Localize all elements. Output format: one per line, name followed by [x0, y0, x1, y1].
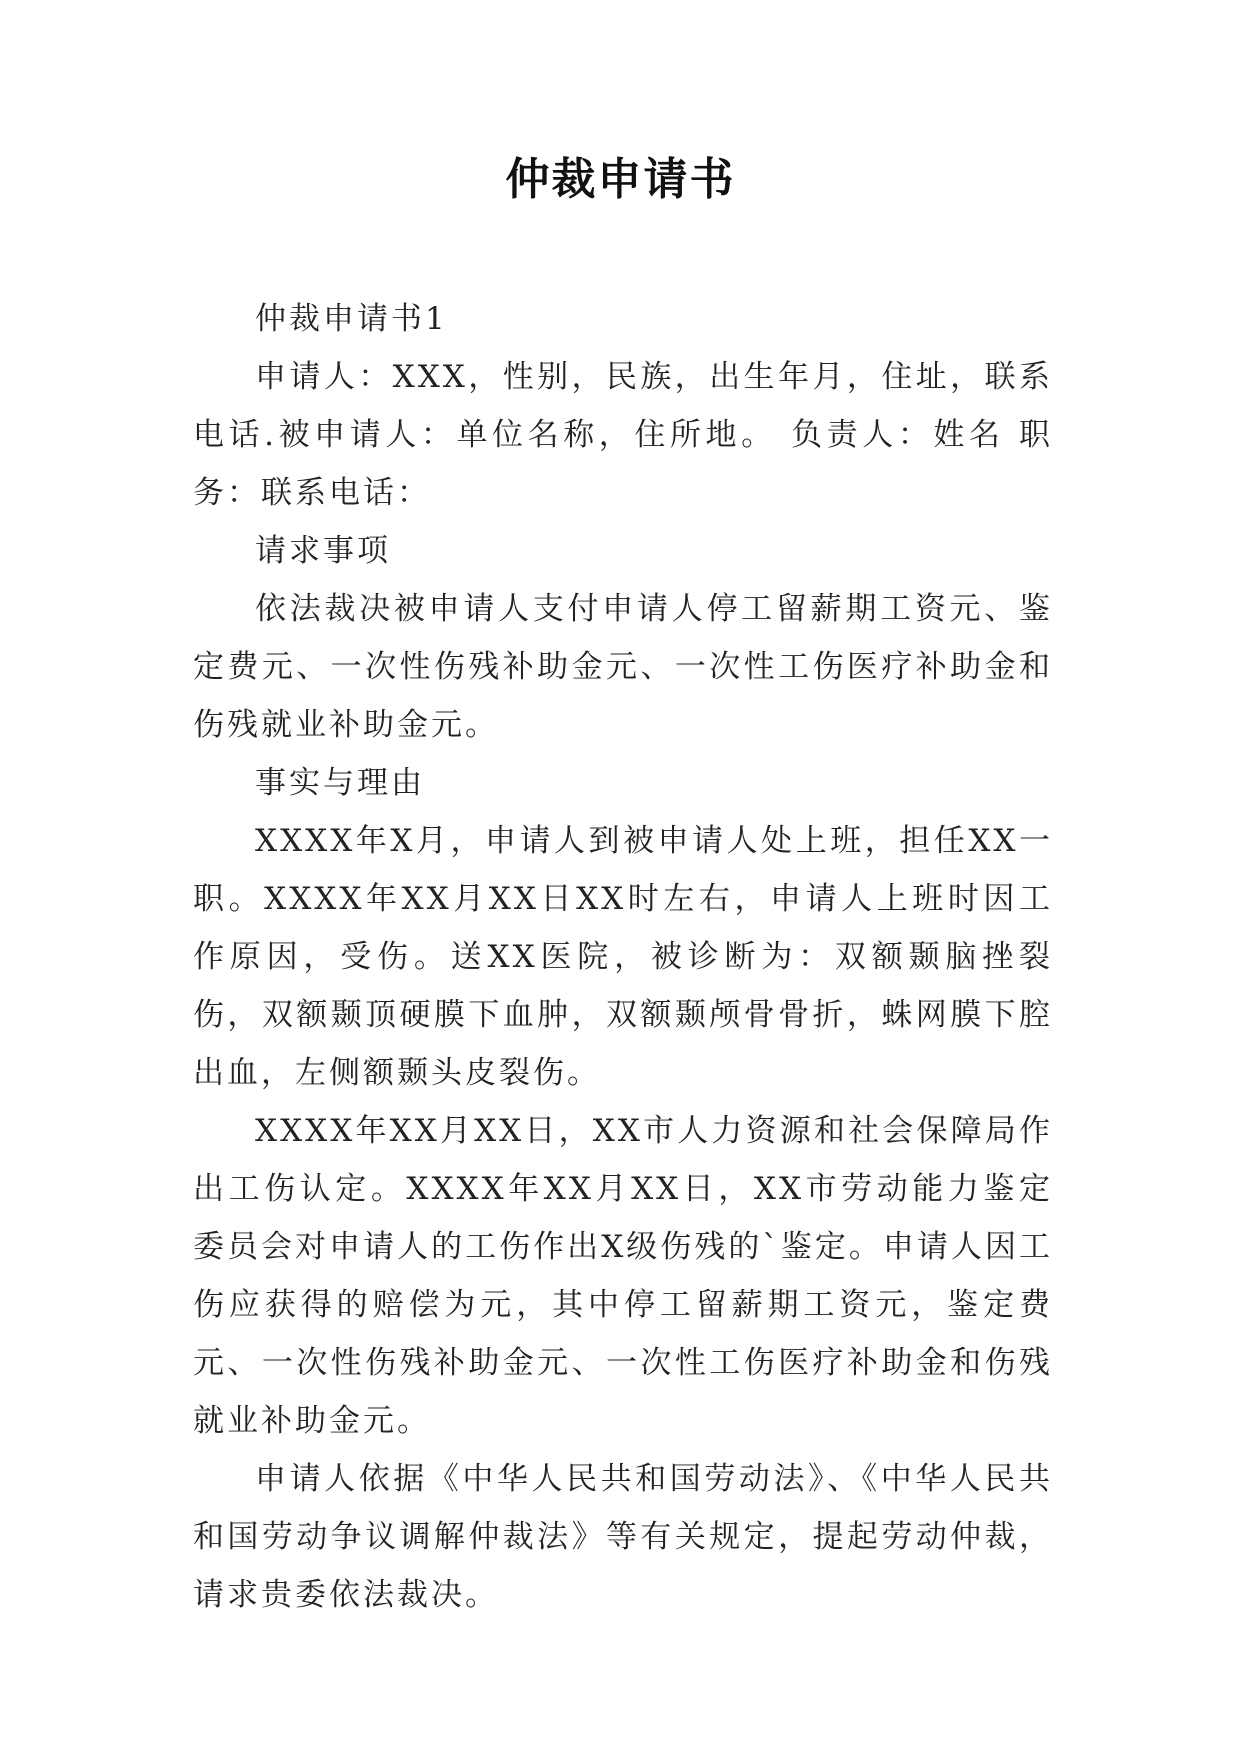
paragraph-requests: 依法裁决被申请人支付申请人停工留薪期工资元、鉴定费元、一次性伤残补助金元、一次性工伤医疗补助金和伤残就业补助金元。: [193, 591, 1053, 743]
paragraph-parties: 申请人：XXX，性别，民族，出生年月，住址，联系电话.被申请人：单位名称，住所地。 负责人：姓名 职务：联系电话：: [193, 359, 1053, 511]
section-heading-facts: 事实与理由: [255, 765, 425, 801]
paragraph-facts-injury: XXXX年X月，申请人到被申请人处上班，担任XX一职。XXXX年XX月XX日XX时左右，申请人上班时因工作原因，受伤。送XX医院，被诊断为：双额颞脑挫裂伤，双额颞顶硬膜下血肿，双额颞颅骨骨折，蛛网膜下腔出血，左侧额颞头皮裂伤。: [193, 823, 1053, 1091]
document-title: 仲裁申请书: [505, 154, 736, 205]
document-body: [193, 290, 1053, 1624]
section-heading-requests: 请求事项: [255, 533, 391, 569]
paragraph-legal-basis: 申请人依据《中华人民共和国劳动法》、《中华人民共和国劳动争议调解仲裁法》等有关规定，提起劳动仲裁，请求贵委依法裁决。: [193, 1461, 1053, 1613]
paragraph-facts-assessment: XXXX年XX月XX日，XX市人力资源和社会保障局作出工伤认定。XXXX年XX月XX日，XX市劳动能力鉴定委员会对申请人的工伤作出X级伤残的`鉴定。申请人因工伤应获得的赔偿为元，其中停工留薪期工资元，鉴定费元、一次性伤残补助金元、一次性工伤医疗补助金和伤残就业补助金元。: [193, 1113, 1053, 1439]
paragraph-heading: 仲裁申请书1: [255, 301, 448, 337]
